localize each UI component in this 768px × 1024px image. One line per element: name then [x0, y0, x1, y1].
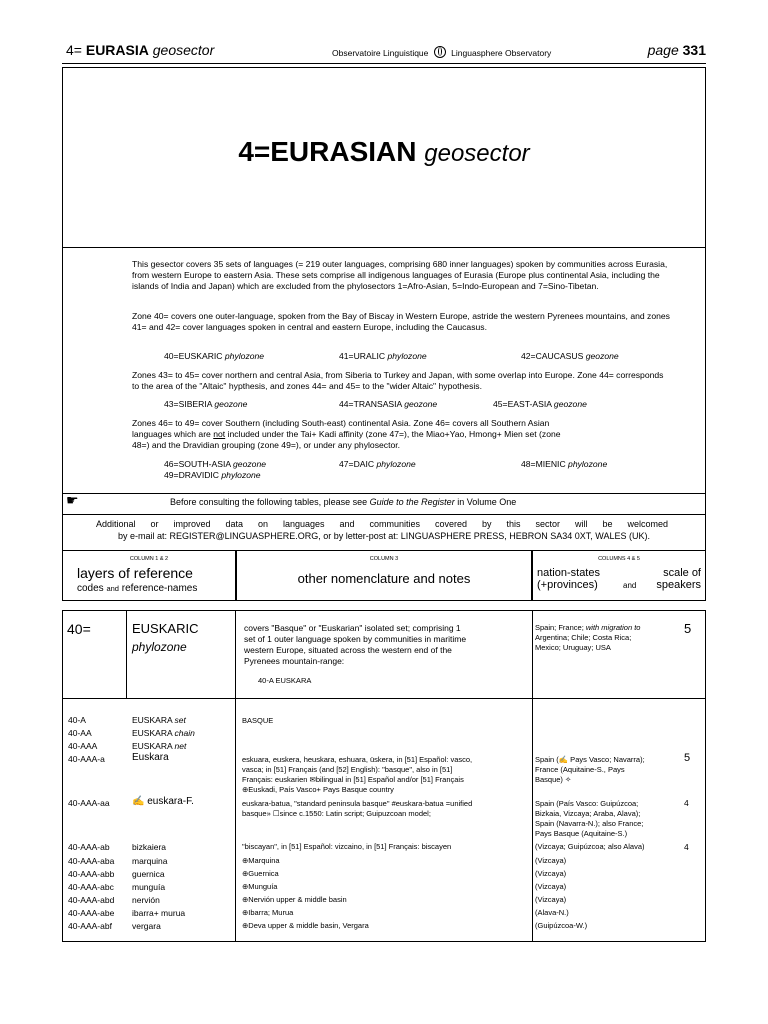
zone-item: 41=URALIC phylozone	[339, 351, 427, 361]
additional-line-2: by e-mail at: REGISTER@LINGUASPHERE.ORG, or by letter-post at: LINGUASPHERE PRESS, HEBRON SA34 0XT, WALES (UK).	[118, 531, 650, 541]
column-header-2: COLUMN 3 other nomenclature and notes	[236, 550, 532, 601]
row-code: 40-AA	[68, 728, 92, 738]
row-code: 40-AAA-aba	[68, 856, 115, 866]
row-name: EUSKARA set	[132, 715, 186, 725]
row-code: 40-AAA-abd	[68, 895, 115, 905]
page-title	[62, 136, 706, 168]
row-name: munguía	[132, 882, 166, 892]
row-code: 40-AAA-abf	[68, 921, 112, 931]
pointing-hand-icon: ☛	[66, 492, 79, 508]
row-code: 40-AAA-ab	[68, 842, 110, 852]
row-name: bizkaiera	[132, 842, 167, 852]
zone-item: 46=SOUTH-ASIA geozone	[164, 459, 267, 469]
page-number-value: 331	[682, 42, 706, 58]
row-scale: 4	[684, 842, 689, 852]
intro-para-4c: 48=) and the Dravidian grouping (zone 49=), or under any phylosector.	[132, 440, 401, 450]
intro-para-4b: languages which are not included under the Tai+ Kadi affinity (zone 47=), the Miao+Yao, Hmong+ Mien set (zone	[132, 429, 561, 439]
row-nation: (Vizcaya)	[535, 869, 567, 878]
zone-item: 47=DAIC phylozone	[339, 459, 416, 469]
row-code: 40-AAA-abb	[68, 869, 115, 879]
row-scale: 5	[684, 752, 691, 764]
zone-item: 44=TRANSASIA geozone	[339, 399, 438, 409]
row-nation: (Guipúzcoa-W.)	[535, 921, 588, 930]
title-main: 4=EURASIAN	[238, 136, 417, 167]
additional-line-1: Additional or improved data on languages and communities covered by this sector will be welcomed	[96, 519, 668, 529]
column-2-title: other nomenclature and notes	[297, 571, 471, 586]
zone-item: 45=EAST-ASIA geozone	[493, 399, 587, 409]
row-note: ⊕Munguía	[242, 882, 278, 891]
zone-item: 48=MIENIC phylozone	[521, 459, 608, 469]
intro-para-3: Zones 43= to 45= cover northern and central Asia, from Siberia to Turkey and Japan, with some overlap into Europe. Zone 44= corresponds to the area of the "Altaic" hypthesis, and zones 44= and 45= to the "wider Altaic" hypothesis.	[132, 370, 664, 391]
column-header-3: COLUMNS 4 & 5 nation-states (+provinces) and scale of speakers	[532, 550, 706, 601]
zone-item: 49=DRAVIDIC phylozone	[164, 470, 261, 480]
header-rule	[62, 63, 706, 64]
row-note: ⊕Guernica	[242, 869, 279, 878]
column-3-title-b: (+provinces)	[537, 579, 598, 591]
row-name: ibarra+ murua	[132, 908, 186, 918]
zone-code: 40=	[67, 621, 91, 637]
zone-item: 42=CAUCASUS geozone	[521, 351, 619, 361]
globe-icon	[434, 46, 446, 58]
row-note: ⊕Nervión upper & middle basin	[242, 895, 347, 904]
zone-scale: 5	[684, 621, 692, 636]
row-note: ⊕Ibarra; Murua	[242, 908, 294, 917]
row-name: marquina	[132, 856, 168, 866]
header-prefix: 4=	[66, 42, 82, 58]
row-code: 40-AAA-abe	[68, 908, 115, 918]
intro-para-1: This gesector covers 35 sets of languages (= 219 outer languages, comprising 680 inner languages) spoken by communities across Eurasia, from western Europe to eastern Asia. These sets comprise all indigenous languages of Eurasia (Europe plus continental Asia, including the islands of India and Japan) which are excluded from the phylosectors 1=Afro-Asian, 5=Indo-European and 7=Sino-Tibetan.	[132, 259, 668, 291]
row-scale: 4	[684, 798, 689, 808]
column-header-1: COLUMN 1 & 2 layers of reference codes and reference-names	[62, 550, 236, 601]
row-name: nervión	[132, 895, 160, 905]
column-3-title-a: nation-states	[537, 567, 600, 579]
row-note: ⊕Deva upper & middle basin, Vergara	[242, 921, 369, 930]
column-1-sub: codes and reference-names	[77, 583, 198, 594]
intro-para-4	[132, 418, 670, 451]
header-sector: EURASIA	[85, 42, 149, 58]
zone-subset: 40-A EUSKARA	[258, 676, 312, 685]
page-number	[648, 42, 706, 58]
row-code: 40-AAA	[68, 741, 98, 751]
column-3-title-d: speakers	[656, 579, 701, 591]
row-nation: (Vizcaya; Guipúzcoa; also Alava)	[535, 842, 645, 851]
observatory-french: Observatoire Linguistique	[332, 48, 429, 58]
row-note: BASQUE	[242, 716, 274, 725]
row-nation: (Vizcaya)	[535, 856, 567, 865]
row-nation: (Vizcaya)	[535, 895, 567, 904]
zone-type: phylozone	[132, 640, 187, 654]
zone-name: EUSKARIC	[132, 621, 199, 636]
consult-note: Before consulting the following tables, please see Guide to the Register in Volume One	[170, 497, 517, 507]
zone-item: 43=SIBERIA geozone	[164, 399, 248, 409]
running-header-middle	[332, 46, 551, 58]
row-name: vergara	[132, 921, 161, 931]
row-nation: (Alava-N.)	[535, 908, 569, 917]
column-1-title: layers of reference	[77, 565, 193, 581]
row-note: ⊕Marquina	[242, 856, 280, 865]
running-header-left	[66, 42, 214, 58]
row-code: 40-AAA-abc	[68, 882, 114, 892]
row-code: 40-AAA-aa	[68, 798, 110, 808]
title-sub: geosector	[424, 140, 530, 167]
row-name: guernica	[132, 869, 165, 879]
header-sector-type: geosector	[152, 42, 215, 58]
row-name: EUSKARA net	[132, 741, 187, 751]
zone-item: 40=EUSKARIC phylozone	[164, 351, 265, 361]
row-name: ✍ euskara-F.	[132, 796, 194, 807]
intro-para-2: Zone 40= covers one outer-language, spoken from the Bay of Biscay in Western Europe, astride the western Pyrenees mountains, and zones 41= and 42= cover languages spoken in central and eastern Europe, including the Caucasus.	[132, 311, 670, 332]
observatory-english: Linguasphere Observatory	[451, 48, 552, 58]
row-code: 40-AAA-a	[68, 754, 105, 764]
row-name: Euskara	[132, 752, 169, 763]
row-note: "biscayan", in [51] Español: vizcaino, in [51] Français: biscayen	[242, 842, 452, 851]
row-code: 40-A	[68, 715, 86, 725]
column-3-title-c: scale of	[663, 567, 701, 579]
intro-para-4a: Zones 46= to 49= cover Southern (including South-east) continental Asia. Zone 46= covers all Southern Asian	[132, 418, 550, 428]
row-nation: (Vizcaya)	[535, 882, 567, 891]
page-label: page	[647, 42, 679, 58]
row-name: EUSKARA chain	[132, 728, 195, 738]
